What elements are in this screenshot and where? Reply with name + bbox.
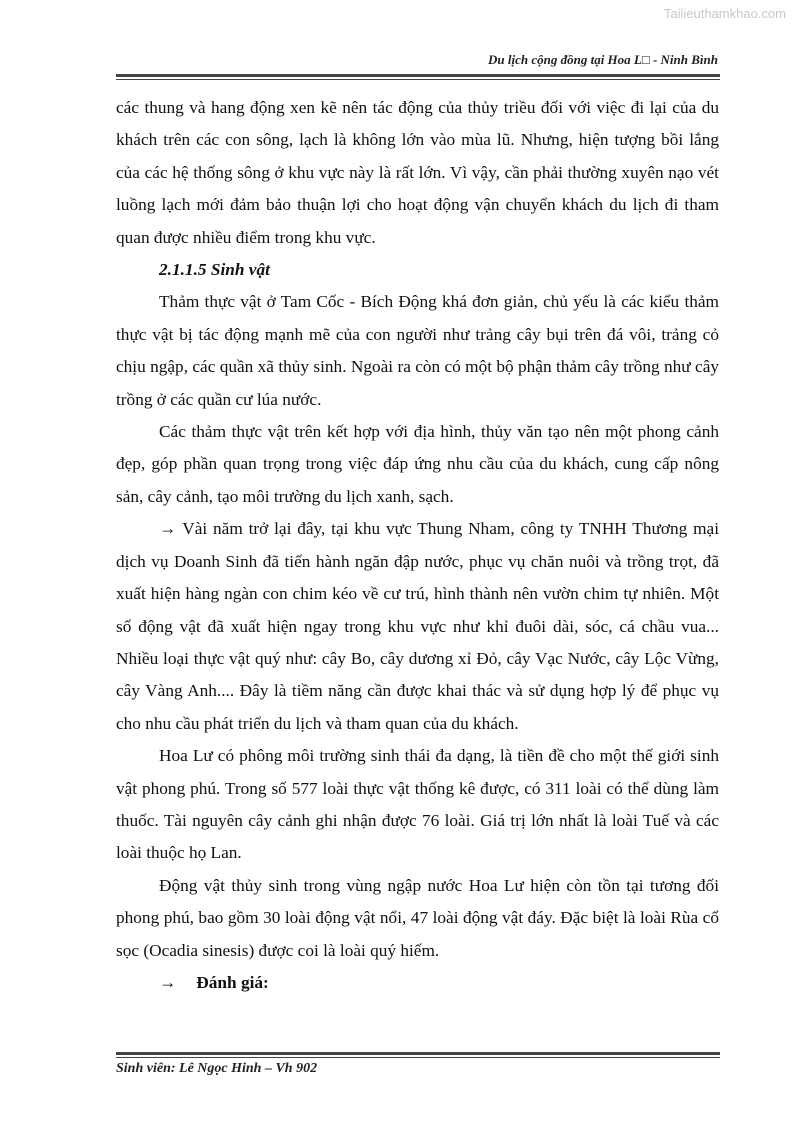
paragraph-hoa-lu-ecology: Hoa Lư có phông môi trường sinh thái đa dạng, là tiền đề cho một thế giới sinh vật phong phú. Trong số 577 loài thực vật thống kê được, có 311 loài có thể dùng làm thuốc. Tài nguyên cây cảnh ghi nhận được 76 loài. Giá trị lớn nhất là loài Tuế và các loài thuộc họ Lan. [116,746,719,863]
intro-paragraph: các thung và hang động xen kẽ nên tác động của thủy triều đối với việc đi lại của du khách trên các con sông, lạch là không lớn vào mùa lũ. Nhưng, hiện tượng bồi lắng của các hệ thống sông ở khu vực này là rất lớn. Vì vậy, cần phải thường xuyên nạo vét luồng lạch mới đảm bảo thuận lợi cho hoạt động vận chuyển khách du lịch đi tham quan được nhiều điểm trong khu vực. [116,98,719,247]
footer-student-name: Sinh viên: Lê Ngọc Hinh – Vh 902 [116,1061,318,1076]
footer-divider [116,1052,720,1055]
footer-divider-thin [116,1057,720,1058]
header-divider [116,74,720,77]
page-header-title: Du lịch cộng đồng tại Hoa L□ - Ninh Bình [488,52,718,67]
paragraph-vegetation: Thảm thực vật ở Tam Cốc - Bích Động khá đơn giản, chủ yếu là các kiểu thảm thực vật bị tác động mạnh mẽ của con người như trảng cây bụi trên đá vôi, trảng cỏ chịu ngập, các quần xã thủy sinh. Ngoài ra còn có một bộ phận thảm cây trồng như cây trồng ở các quần cư lúa nước. [116,292,719,409]
paragraph-landscape: Các thảm thực vật trên kết hợp với địa hình, thủy văn tạo nên một phong cảnh đẹp, góp phần quan trọng trong việc đáp ứng nhu cầu của du khách, cung cấp nông sản, cây cảnh, tạo môi trường du lịch xanh, sạch. [116,422,719,506]
header-divider-thin [116,79,720,80]
section-heading: 2.1.1.5 Sinh vật [159,260,270,280]
watermark: Tailieuthamkhao.com [663,6,786,21]
paragraph-thung-nham-text: Vài năm trở lại đây, tại khu vực Thung Nham, công ty TNHH Thương mại dịch vụ Doanh Sinh đã tiến hành ngăn đập nước, phục vụ chăn nuôi và trồng trọt, đã xuất hiện hàng ngàn con chim kéo về cư trú, hình thành nên vườn chim tự nhiên. Một số động vật đã xuất hiện ngay trong khu vực như khỉ đuôi dài, sóc, cá chầu vua... Nhiều loại thực vật quý như: cây Bo, cây dương xỉ Đỏ, cây Vạc Nước, cây Lộc Vừng, cây Vàng Anh.... Đây là tiềm năng cần được khai thác và sử dụng hợp lý để phục vụ cho nhu cầu phát triển du lịch và tham quan của du khách. [116,519,719,733]
arrow-icon: → [159,519,177,539]
arrow-icon: → [159,972,177,992]
paragraph-thung-nham [116,513,719,740]
paragraph-aquatic-animals: Động vật thủy sinh trong vùng ngập nước Hoa Lư hiện còn tồn tại tương đối phong phú, bao gồm 30 loài động vật nổi, 47 loài động vật đáy. Đặc biệt là loài Rùa cổ sọc (Ocadia sinesis) được coi là loài quý hiếm. [116,875,719,960]
evaluation-heading [116,967,719,999]
document-body [116,92,719,999]
evaluation-label: Đánh giá: [196,972,269,992]
